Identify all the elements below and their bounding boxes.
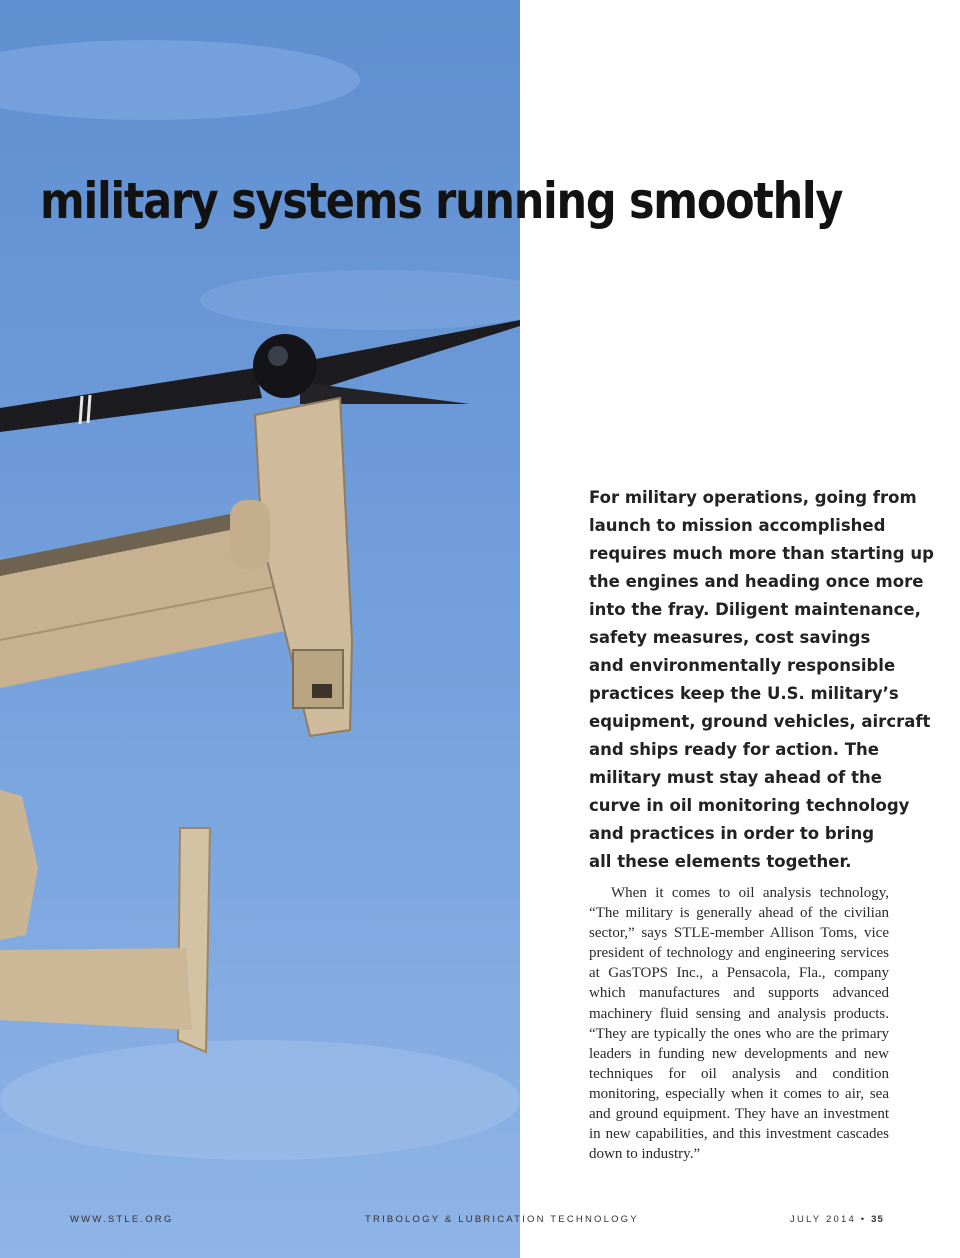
lede-line: into the fray. Diligent maintenance, [589,600,921,619]
lede-line: requires much more than starting up [589,544,934,563]
article-body-paragraph: When it comes to oil analysis technology, “The military is generally ahead of the civilian sector,” says STLE-member Allison Toms, vice president of technology and engineering services at GasTOPS Inc., a Pensacola, Fla., company which manufactures and supports advanced machinery fluid sensing and analysis products. “They are typically the ones who are the primary leaders in funding new developments and new techniques for oil analysis and condition monitoring, especially when it comes to air, sea and ground equipment. They have an investment in new capabilities, and this investment cascades down to industry.” [589,885,889,1163]
footer-issue-info [790,1214,884,1225]
lede-line: and practices in order to bring [589,824,875,843]
lede-line: and ships ready for action. The [589,740,879,759]
footer-issue: JULY 2014 [790,1214,856,1225]
footer-website[interactable]: WWW.STLE.ORG [70,1214,174,1225]
page-number: 35 [871,1214,884,1225]
article-lede [589,484,934,876]
lede-line: launch to mission accomplished [589,516,886,535]
lede-line: practices keep the U.S. military’s [589,684,899,703]
footer-separator: • [860,1214,867,1225]
article-headline: military systems running smoothly [40,172,843,230]
lede-line: safety measures, cost savings [589,628,871,647]
lede-line: all these elements together. [589,852,852,871]
lede-line: equipment, ground vehicles, aircraft [589,712,931,731]
lede-line: curve in oil monitoring technology [589,796,910,815]
lede-line: the engines and heading once more [589,572,924,591]
footer-publication: TRIBOLOGY & LUBRICATION TECHNOLOGY [365,1214,639,1225]
lede-line: military must stay ahead of the [589,768,882,787]
lede-line: For military operations, going from [589,488,917,507]
lede-line: and environmentally responsible [589,656,896,675]
